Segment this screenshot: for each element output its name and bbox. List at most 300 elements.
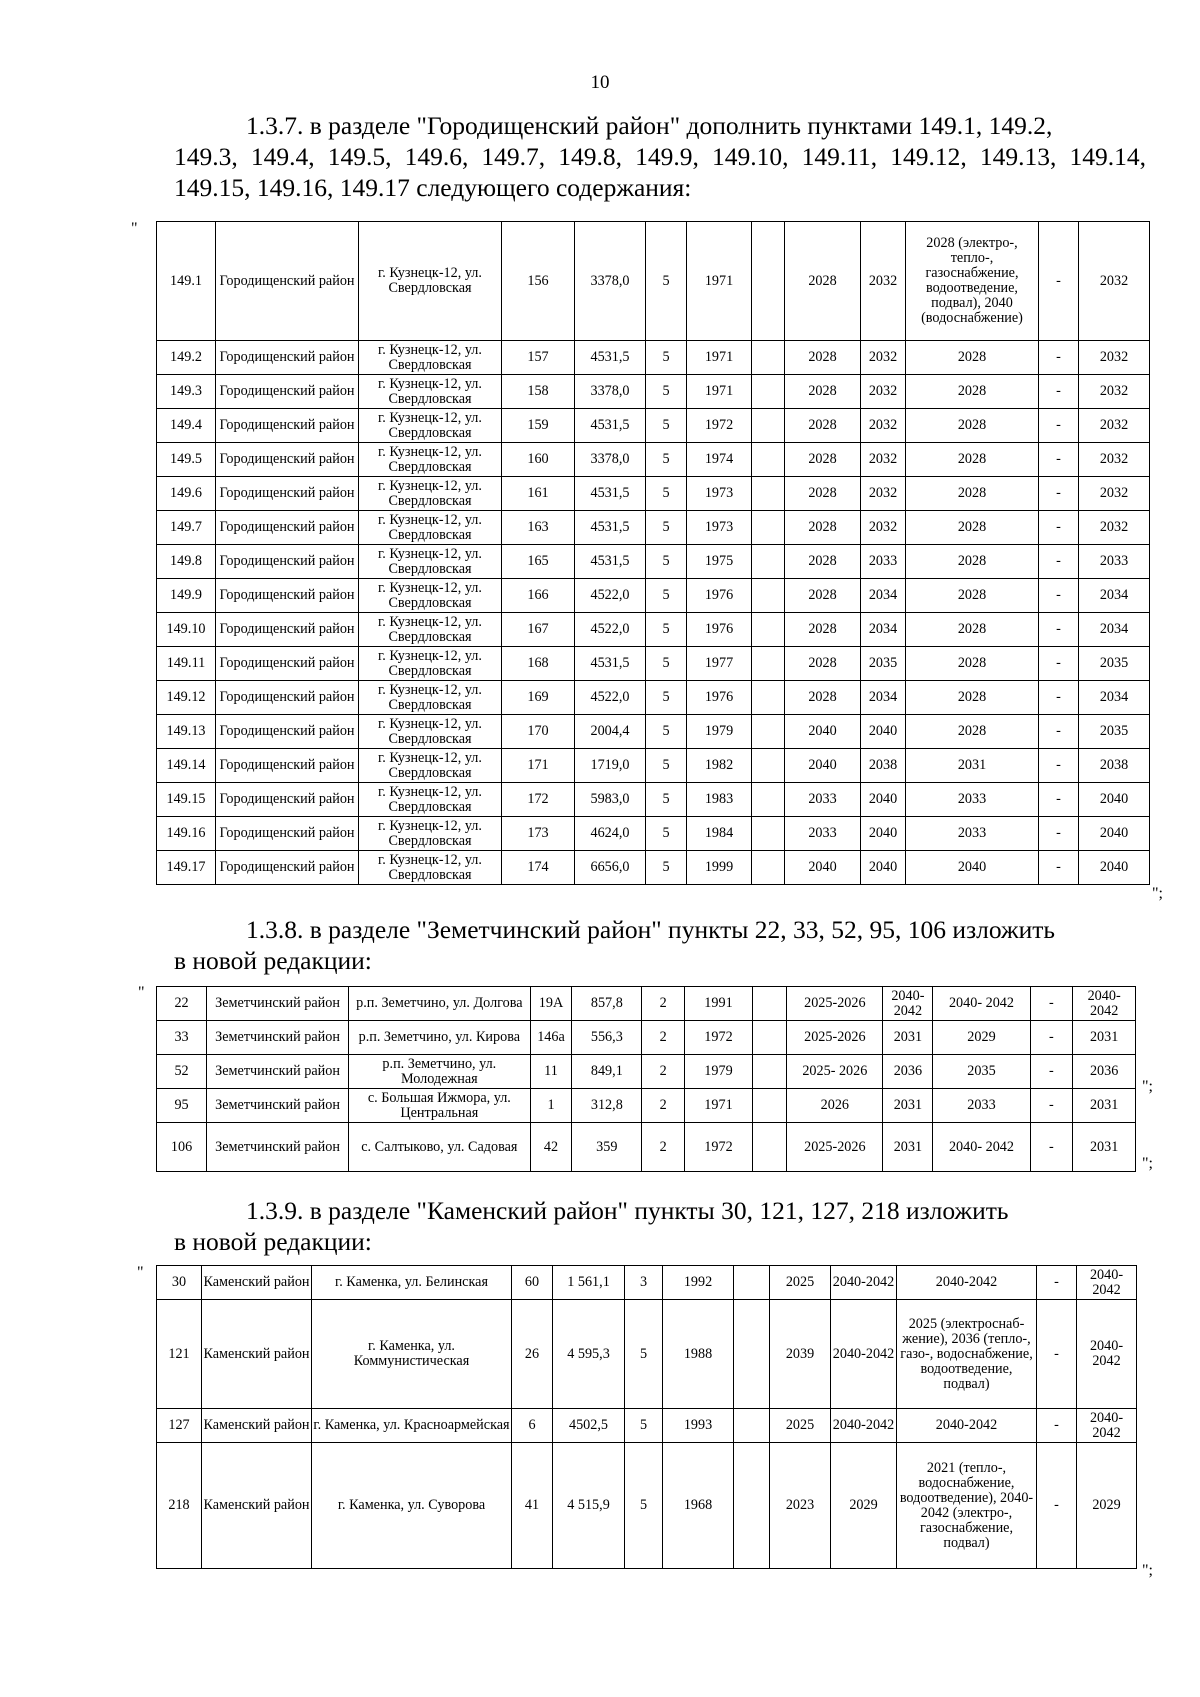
cell-district: Городищенский район xyxy=(216,715,359,749)
kamensky-row xyxy=(157,1443,1137,1569)
cell-year-d: 2032 xyxy=(1079,477,1150,511)
cell-blank xyxy=(752,817,785,851)
cell-district: Земетчинский район xyxy=(207,987,349,1021)
cell-dash: - xyxy=(1039,511,1079,545)
cell-year-a: 2028 xyxy=(785,222,861,341)
cell-num: 149.8 xyxy=(157,545,216,579)
cell-year-b: 2038 xyxy=(861,749,906,783)
cell-house: 26 xyxy=(512,1300,553,1409)
cell-year-a: 2040 xyxy=(785,749,861,783)
cell-area: 4522,0 xyxy=(575,613,646,647)
cell-year-a: 2028 xyxy=(785,613,861,647)
cell-year-c: 2028 xyxy=(906,409,1039,443)
cell-house: 42 xyxy=(530,1123,572,1172)
cell-house: 156 xyxy=(502,222,575,341)
cell-year: 1972 xyxy=(687,409,752,443)
cell-area: 857,8 xyxy=(572,987,642,1021)
cell-floors: 5 xyxy=(646,783,687,817)
cell-floors: 2 xyxy=(642,1123,685,1172)
cell-year-a: 2028 xyxy=(785,341,861,375)
cell-num: 95 xyxy=(157,1089,207,1123)
cell-year-c: 2025 (электроснаб-жение), 2036 (тепло-, газо-, водоснабжение, водоотведение, подвал) xyxy=(897,1300,1037,1409)
cell-house: 158 xyxy=(502,375,575,409)
cell-num: 33 xyxy=(157,1021,207,1055)
cell-blank xyxy=(752,987,786,1021)
cell-year-c: 2028 xyxy=(906,375,1039,409)
cell-area: 4531,5 xyxy=(575,545,646,579)
cell-year: 1971 xyxy=(687,222,752,341)
gorodishchensky-row xyxy=(157,409,1150,443)
cell-area: 2004,4 xyxy=(575,715,646,749)
cell-year-c: 2028 xyxy=(906,579,1039,613)
cell-district: Городищенский район xyxy=(216,443,359,477)
cell-district: Городищенский район xyxy=(216,579,359,613)
gorodishchensky-row xyxy=(157,341,1150,375)
cell-district: Городищенский район xyxy=(216,545,359,579)
cell-year-a: 2025 xyxy=(770,1409,831,1443)
cell-address: г. Каменка, ул. Красноармейская xyxy=(312,1409,512,1443)
cell-num: 127 xyxy=(157,1409,202,1443)
cell-num: 149.9 xyxy=(157,579,216,613)
cell-year-c: 2028 xyxy=(906,443,1039,477)
cell-year-d: 2029 xyxy=(1077,1443,1137,1569)
cell-district: Городищенский район xyxy=(216,851,359,885)
gorodishchensky-row xyxy=(157,749,1150,783)
cell-address: г. Кузнецк-12, ул. Свердловская xyxy=(359,715,502,749)
cell-year-d: 2040 xyxy=(1079,851,1150,885)
cell-floors: 5 xyxy=(625,1409,663,1443)
cell-area: 3378,0 xyxy=(575,222,646,341)
cell-blank xyxy=(752,477,785,511)
cell-year: 1968 xyxy=(663,1443,734,1569)
open-quote-137: " xyxy=(131,220,138,237)
section-137-first-line: 1.3.7. в разделе "Городищенский район" дополнить пунктами 149.1, 149.2, xyxy=(246,111,1053,140)
cell-year-d: 2034 xyxy=(1079,613,1150,647)
cell-house: 174 xyxy=(502,851,575,885)
cell-house: 161 xyxy=(502,477,575,511)
cell-house: 168 xyxy=(502,647,575,681)
cell-year-a: 2025- 2026 xyxy=(787,1055,883,1089)
cell-house: 170 xyxy=(502,715,575,749)
cell-district: Городищенский район xyxy=(216,817,359,851)
cell-dash: - xyxy=(1039,579,1079,613)
cell-year-b: 2040-2042 xyxy=(831,1266,897,1300)
cell-blank xyxy=(734,1300,770,1409)
cell-address: г. Кузнецк-12, ул. Свердловская xyxy=(359,375,502,409)
cell-area: 312,8 xyxy=(572,1089,642,1123)
cell-dash: - xyxy=(1039,817,1079,851)
cell-year-b: 2029 xyxy=(831,1443,897,1569)
cell-year-b: 2040 xyxy=(861,783,906,817)
cell-dash: - xyxy=(1039,341,1079,375)
section-139-rest: в новой редакции: xyxy=(174,1227,372,1256)
cell-year: 1974 xyxy=(687,443,752,477)
gorodishchensky-row xyxy=(157,545,1150,579)
cell-year: 1976 xyxy=(687,681,752,715)
cell-dash: - xyxy=(1039,545,1079,579)
cell-year-c: 2028 xyxy=(906,681,1039,715)
cell-year-d: 2040 xyxy=(1079,783,1150,817)
cell-address: г. Кузнецк-12, ул. Свердловская xyxy=(359,477,502,511)
cell-year-a: 2028 xyxy=(785,409,861,443)
cell-num: 149.7 xyxy=(157,511,216,545)
cell-floors: 5 xyxy=(625,1300,663,1409)
cell-year-d: 2040-2042 xyxy=(1077,1409,1137,1443)
cell-floors: 5 xyxy=(646,817,687,851)
kamensky-row xyxy=(157,1409,1137,1443)
cell-area: 6656,0 xyxy=(575,851,646,885)
cell-district: Городищенский район xyxy=(216,749,359,783)
cell-year-b: 2032 xyxy=(861,477,906,511)
cell-year-c: 2028 xyxy=(906,511,1039,545)
cell-district: Городищенский район xyxy=(216,681,359,715)
cell-blank xyxy=(752,443,785,477)
cell-blank xyxy=(734,1409,770,1443)
cell-year-a: 2026 xyxy=(787,1089,883,1123)
cell-year-d: 2031 xyxy=(1073,1123,1136,1172)
cell-year-d: 2040-2042 xyxy=(1077,1266,1137,1300)
zemetchinsky-row xyxy=(157,987,1136,1021)
cell-year-a: 2028 xyxy=(785,647,861,681)
cell-district: Каменский район xyxy=(202,1266,312,1300)
section-137-rest: 149.3, 149.4, 149.5, 149.6, 149.7, 149.8, 149.9, 149.10, 149.11, 149.12, 149.13, 149.14, 149.15, 149.16, 149.17 следующего содержания: xyxy=(174,142,1146,202)
cell-year-a: 2025-2026 xyxy=(787,1021,883,1055)
cell-year-a: 2028 xyxy=(785,375,861,409)
cell-dash: - xyxy=(1039,222,1079,341)
cell-blank xyxy=(734,1443,770,1569)
cell-district: Городищенский район xyxy=(216,477,359,511)
table-kamensky xyxy=(156,1265,1137,1569)
cell-blank xyxy=(752,511,785,545)
cell-floors: 5 xyxy=(646,545,687,579)
cell-year: 1973 xyxy=(687,477,752,511)
cell-year-a: 2033 xyxy=(785,783,861,817)
cell-year-b: 2040-2042 xyxy=(883,987,933,1021)
cell-year-b: 2032 xyxy=(861,443,906,477)
cell-num: 218 xyxy=(157,1443,202,1569)
cell-year-a: 2028 xyxy=(785,681,861,715)
cell-year: 1975 xyxy=(687,545,752,579)
cell-year-c: 2029 xyxy=(933,1021,1030,1055)
cell-blank xyxy=(752,375,785,409)
gorodishchensky-row xyxy=(157,511,1150,545)
section-138-text xyxy=(174,914,1146,976)
cell-house: 167 xyxy=(502,613,575,647)
cell-year-a: 2028 xyxy=(785,443,861,477)
gorodishchensky-row xyxy=(157,783,1150,817)
cell-year-b: 2031 xyxy=(883,1021,933,1055)
gorodishchensky-row xyxy=(157,477,1150,511)
cell-year-b: 2040 xyxy=(861,817,906,851)
cell-address: г. Кузнецк-12, ул. Свердловская xyxy=(359,783,502,817)
cell-year-b: 2031 xyxy=(883,1089,933,1123)
cell-floors: 5 xyxy=(646,511,687,545)
cell-year: 1973 xyxy=(687,511,752,545)
cell-year-c: 2021 (тепло-, водоснабжение, водоотведение), 2040-2042 (электро-, газоснабжение, подвал) xyxy=(897,1443,1037,1569)
cell-year-a: 2028 xyxy=(785,511,861,545)
cell-year-d: 2034 xyxy=(1079,579,1150,613)
cell-dash: - xyxy=(1039,749,1079,783)
cell-year-c: 2033 xyxy=(933,1089,1030,1123)
cell-year-a: 2028 xyxy=(785,579,861,613)
kamensky-row xyxy=(157,1266,1137,1300)
cell-district: Земетчинский район xyxy=(207,1021,349,1055)
cell-year-c: 2040- 2042 xyxy=(933,987,1030,1021)
zemetchinsky-row xyxy=(157,1055,1136,1089)
cell-blank xyxy=(752,1055,786,1089)
cell-area: 4531,5 xyxy=(575,341,646,375)
cell-year: 1979 xyxy=(687,715,752,749)
cell-year-b: 2032 xyxy=(861,409,906,443)
cell-floors: 2 xyxy=(642,1021,685,1055)
cell-blank xyxy=(752,613,785,647)
zemetchinsky-row xyxy=(157,1021,1136,1055)
cell-year: 1999 xyxy=(687,851,752,885)
cell-year-d: 2032 xyxy=(1079,511,1150,545)
cell-year-d: 2031 xyxy=(1073,1021,1136,1055)
cell-area: 849,1 xyxy=(572,1055,642,1089)
cell-address: г. Кузнецк-12, ул. Свердловская xyxy=(359,681,502,715)
gorodishchensky-row xyxy=(157,375,1150,409)
cell-floors: 5 xyxy=(646,443,687,477)
cell-year-a: 2040 xyxy=(785,715,861,749)
gorodishchensky-row xyxy=(157,613,1150,647)
cell-year-a: 2025-2026 xyxy=(787,1123,883,1172)
cell-year-d: 2033 xyxy=(1079,545,1150,579)
cell-year-d: 2036 xyxy=(1073,1055,1136,1089)
cell-year-b: 2036 xyxy=(883,1055,933,1089)
cell-year-d: 2040-2042 xyxy=(1073,987,1136,1021)
cell-year-b: 2031 xyxy=(883,1123,933,1172)
cell-house: 146а xyxy=(530,1021,572,1055)
gorodishchensky-row xyxy=(157,817,1150,851)
cell-year-a: 2040 xyxy=(785,851,861,885)
cell-year: 1971 xyxy=(687,341,752,375)
gorodishchensky-row xyxy=(157,851,1150,885)
cell-address: г. Кузнецк-12, ул. Свердловская xyxy=(359,409,502,443)
cell-num: 149.3 xyxy=(157,375,216,409)
cell-blank xyxy=(752,851,785,885)
cell-address: г. Кузнецк-12, ул. Свердловская xyxy=(359,545,502,579)
cell-num: 149.12 xyxy=(157,681,216,715)
cell-year-c: 2028 xyxy=(906,477,1039,511)
cell-house: 6 xyxy=(512,1409,553,1443)
close-quote-138-b: "; xyxy=(1142,1155,1153,1172)
cell-year-b: 2032 xyxy=(861,341,906,375)
cell-year-a: 2028 xyxy=(785,477,861,511)
cell-year-b: 2040-2042 xyxy=(831,1409,897,1443)
cell-year-d: 2034 xyxy=(1079,681,1150,715)
cell-num: 149.14 xyxy=(157,749,216,783)
cell-address: г. Кузнецк-12, ул. Свердловская xyxy=(359,579,502,613)
cell-floors: 5 xyxy=(646,375,687,409)
cell-district: Городищенский район xyxy=(216,613,359,647)
cell-blank xyxy=(752,222,785,341)
cell-num: 149.11 xyxy=(157,647,216,681)
cell-year: 1976 xyxy=(687,613,752,647)
cell-address: г. Кузнецк-12, ул. Свердловская xyxy=(359,222,502,341)
cell-blank xyxy=(752,409,785,443)
cell-year: 1977 xyxy=(687,647,752,681)
cell-house: 159 xyxy=(502,409,575,443)
cell-address: г. Кузнецк-12, ул. Свердловская xyxy=(359,341,502,375)
cell-area: 4522,0 xyxy=(575,681,646,715)
cell-floors: 5 xyxy=(646,579,687,613)
cell-house: 60 xyxy=(512,1266,553,1300)
cell-year-b: 2032 xyxy=(861,222,906,341)
cell-area: 4 515,9 xyxy=(553,1443,625,1569)
cell-year: 1993 xyxy=(663,1409,734,1443)
cell-year-c: 2040- 2042 xyxy=(933,1123,1030,1172)
cell-year-d: 2031 xyxy=(1073,1089,1136,1123)
section-139-first-line: 1.3.9. в разделе "Каменский район" пункты 30, 121, 127, 218 изложить xyxy=(246,1196,1009,1225)
cell-num: 149.15 xyxy=(157,783,216,817)
cell-house: 172 xyxy=(502,783,575,817)
cell-year-c: 2040-2042 xyxy=(897,1409,1037,1443)
cell-num: 52 xyxy=(157,1055,207,1089)
cell-district: Каменский район xyxy=(202,1300,312,1409)
cell-house: 171 xyxy=(502,749,575,783)
cell-year-a: 2023 xyxy=(770,1443,831,1569)
cell-dash: - xyxy=(1039,681,1079,715)
cell-blank xyxy=(734,1266,770,1300)
cell-area: 1 561,1 xyxy=(553,1266,625,1300)
cell-dash: - xyxy=(1039,851,1079,885)
cell-dash: - xyxy=(1039,477,1079,511)
cell-year: 1983 xyxy=(687,783,752,817)
cell-address: с. Салтыково, ул. Садовая xyxy=(349,1123,531,1172)
cell-dash: - xyxy=(1037,1300,1077,1409)
cell-year-c: 2035 xyxy=(933,1055,1030,1089)
cell-year-b: 2032 xyxy=(861,375,906,409)
cell-dash: - xyxy=(1030,1089,1073,1123)
cell-num: 149.16 xyxy=(157,817,216,851)
cell-floors: 2 xyxy=(642,1089,685,1123)
cell-area: 3378,0 xyxy=(575,443,646,477)
zemetchinsky-row xyxy=(157,1123,1136,1172)
table-gorodishchensky xyxy=(156,221,1150,885)
cell-year-b: 2040-2042 xyxy=(831,1300,897,1409)
cell-year-c: 2033 xyxy=(906,783,1039,817)
cell-year-c: 2031 xyxy=(906,749,1039,783)
cell-district: Городищенский район xyxy=(216,409,359,443)
cell-year: 1984 xyxy=(687,817,752,851)
cell-year: 1991 xyxy=(685,987,753,1021)
cell-year-d: 2032 xyxy=(1079,375,1150,409)
cell-dash: - xyxy=(1039,613,1079,647)
cell-area: 4531,5 xyxy=(575,647,646,681)
gorodishchensky-row xyxy=(157,443,1150,477)
cell-district: Городищенский район xyxy=(216,375,359,409)
cell-address: р.п. Земетчино, ул. Молодежная xyxy=(349,1055,531,1089)
cell-blank xyxy=(752,681,785,715)
cell-floors: 5 xyxy=(646,409,687,443)
cell-blank xyxy=(752,783,785,817)
cell-num: 106 xyxy=(157,1123,207,1172)
cell-floors: 2 xyxy=(642,1055,685,1089)
cell-year: 1988 xyxy=(663,1300,734,1409)
cell-year-d: 2032 xyxy=(1079,409,1150,443)
cell-year-c: 2040-2042 xyxy=(897,1266,1037,1300)
cell-dash: - xyxy=(1030,987,1073,1021)
cell-area: 1719,0 xyxy=(575,749,646,783)
close-quote-138-a: "; xyxy=(1142,1078,1153,1095)
close-quote-137: "; xyxy=(1152,885,1163,902)
open-quote-138: " xyxy=(138,984,145,1001)
cell-blank xyxy=(752,1089,786,1123)
cell-year: 1971 xyxy=(687,375,752,409)
cell-house: 169 xyxy=(502,681,575,715)
cell-address: г. Каменка, ул. Коммунистическая xyxy=(312,1300,512,1409)
cell-dash: - xyxy=(1039,715,1079,749)
cell-address: г. Каменка, ул. Суворова xyxy=(312,1443,512,1569)
cell-year: 1972 xyxy=(685,1123,753,1172)
cell-year-b: 2035 xyxy=(861,647,906,681)
cell-district: Городищенский район xyxy=(216,783,359,817)
cell-house: 160 xyxy=(502,443,575,477)
cell-address: г. Кузнецк-12, ул. Свердловская xyxy=(359,613,502,647)
cell-year-c: 2028 xyxy=(906,545,1039,579)
cell-floors: 5 xyxy=(625,1443,663,1569)
cell-house: 163 xyxy=(502,511,575,545)
close-quote-139: "; xyxy=(1142,1562,1153,1579)
cell-year-a: 2025-2026 xyxy=(787,987,883,1021)
cell-dash: - xyxy=(1039,375,1079,409)
cell-district: Городищенский район xyxy=(216,647,359,681)
cell-area: 4624,0 xyxy=(575,817,646,851)
cell-district: Земетчинский район xyxy=(207,1089,349,1123)
cell-district: Каменский район xyxy=(202,1443,312,1569)
cell-floors: 2 xyxy=(642,987,685,1021)
cell-dash: - xyxy=(1039,647,1079,681)
cell-blank xyxy=(752,341,785,375)
section-137-text xyxy=(174,110,1146,203)
kamensky-row xyxy=(157,1300,1137,1409)
cell-district: Городищенский район xyxy=(216,511,359,545)
cell-dash: - xyxy=(1037,1443,1077,1569)
cell-num: 149.2 xyxy=(157,341,216,375)
cell-area: 3378,0 xyxy=(575,375,646,409)
cell-blank xyxy=(752,715,785,749)
cell-year-c: 2040 xyxy=(906,851,1039,885)
cell-house: 166 xyxy=(502,579,575,613)
cell-year: 1976 xyxy=(687,579,752,613)
cell-floors: 5 xyxy=(646,341,687,375)
cell-year-d: 2032 xyxy=(1079,341,1150,375)
gorodishchensky-row xyxy=(157,715,1150,749)
cell-num: 149.17 xyxy=(157,851,216,885)
cell-floors: 5 xyxy=(646,851,687,885)
cell-area: 4502,5 xyxy=(553,1409,625,1443)
cell-year-d: 2040-2042 xyxy=(1077,1300,1137,1409)
cell-address: г. Кузнецк-12, ул. Свердловская xyxy=(359,851,502,885)
cell-area: 4531,5 xyxy=(575,477,646,511)
cell-dash: - xyxy=(1030,1123,1073,1172)
cell-house: 173 xyxy=(502,817,575,851)
cell-year-b: 2034 xyxy=(861,613,906,647)
cell-year-c: 2028 xyxy=(906,613,1039,647)
cell-year-b: 2034 xyxy=(861,681,906,715)
cell-dash: - xyxy=(1039,443,1079,477)
cell-year-a: 2028 xyxy=(785,545,861,579)
cell-blank xyxy=(752,647,785,681)
cell-floors: 5 xyxy=(646,715,687,749)
cell-address: г. Каменка, ул. Белинская xyxy=(312,1266,512,1300)
cell-year-d: 2035 xyxy=(1079,715,1150,749)
cell-year-a: 2025 xyxy=(770,1266,831,1300)
cell-dash: - xyxy=(1037,1409,1077,1443)
cell-address: г. Кузнецк-12, ул. Свердловская xyxy=(359,443,502,477)
